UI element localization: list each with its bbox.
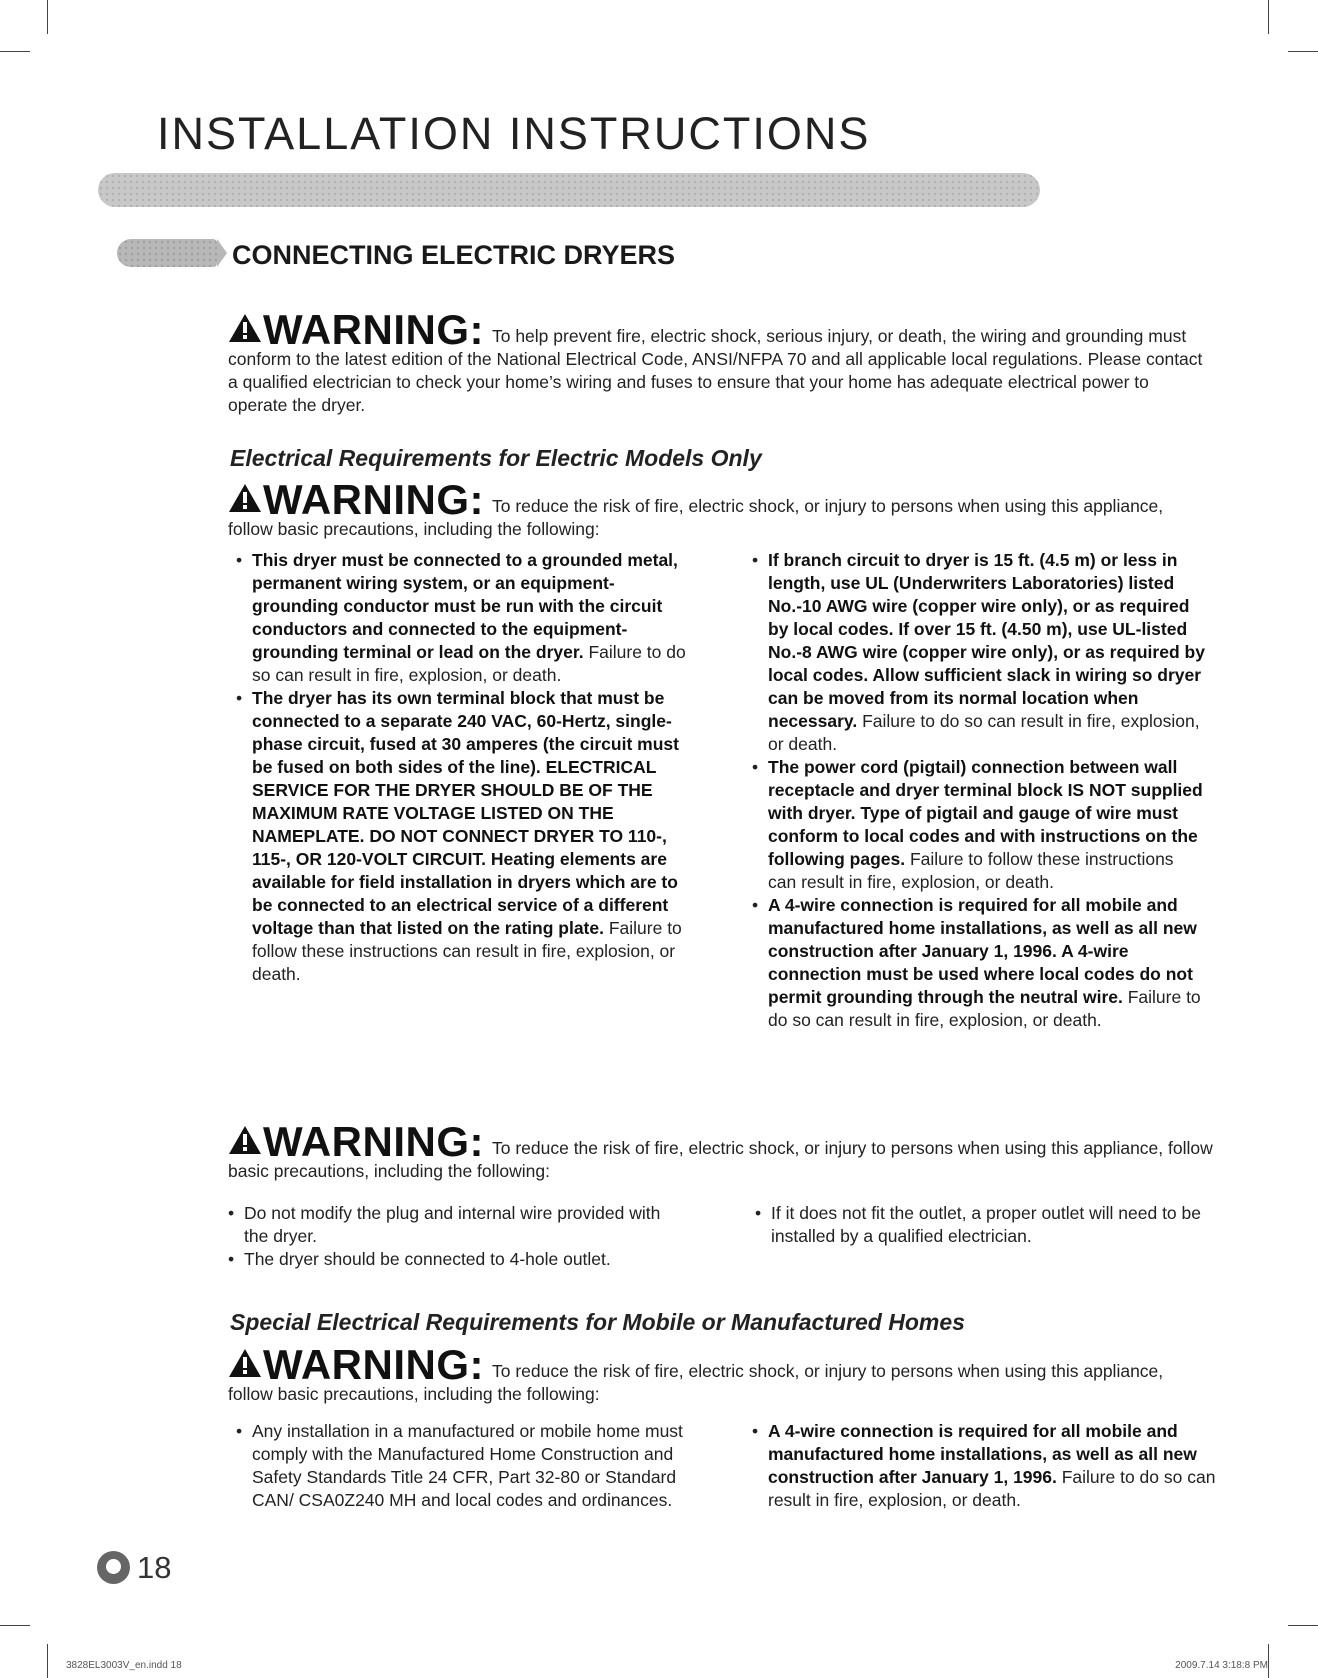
- subheading-special-requirements: Special Electrical Requirements for Mobile or Manufactured Homes: [230, 1309, 965, 1335]
- warning-triangle-icon: [228, 483, 262, 513]
- list-item: • This dryer must be connected to a grounded metal, permanent wiring system, or an equipment-grounding conductor must be run with the circuit conductors and connected to the equipment-grounding terminal or lead on the dryer. Failure to do so can result in fire, explosion, or death.: [230, 549, 690, 687]
- warning-block-3: [228, 1118, 1213, 1183]
- warning-text: To reduce the risk of fire, electric shock, or injury to persons when using this appliance, follow basic precautions, including the following:: [228, 1138, 1213, 1181]
- subheading-electrical-requirements: Electrical Requirements for Electric Models Only: [230, 445, 762, 471]
- warning-text: To reduce the risk of fire, electric shock, or injury to persons when using this appliance, follow basic precautions, including the following:: [228, 1361, 1164, 1404]
- bullet-list-right: [749, 1202, 1209, 1248]
- footer-timestamp: 2009.7.14 3:18:8 PM: [1175, 1660, 1268, 1671]
- warning-label: WARNING:: [263, 1341, 484, 1388]
- bullet-list-right: [746, 549, 1206, 1032]
- warning-block-4: [228, 1341, 1203, 1406]
- warning-label: WARNING:: [263, 306, 484, 353]
- page-number: 18: [137, 1550, 172, 1585]
- list-item: • The power cord (pigtail) connection between wall receptacle and dryer terminal block IS NOT supplied with dryer. Type of pigtail and gauge of wire must conform to local codes and with instructions on the following pages. Failure to follow these instructions can result in fire, explosion, or death.: [746, 756, 1206, 894]
- warning-triangle-icon: [228, 313, 262, 343]
- bullet-list-right: [746, 1420, 1216, 1512]
- crop-mark: [1268, 0, 1269, 34]
- bullet-list-left: [230, 1420, 690, 1512]
- warning-text: To help prevent fire, electric shock, serious injury, or death, the wiring and grounding must conform to the latest edition of the National Electrical Code, ANSI/NFPA 70 and all applicable local regulations. Please contact a qualified electrician to check your home’s wiring and fuses to ensure that your home has adequate electrical power to operate the dryer.: [228, 326, 1203, 415]
- list-item: • Any installation in a manufactured or mobile home must comply with the Manufactured Home Construction and Safety Standards Title 24 CFR, Part 32-80 or Standard CAN/ CSA0Z240 MH and local codes and ordinances.: [230, 1420, 690, 1512]
- list-item: • The dryer has its own terminal block that must be connected to a separate 240 VAC, 60-Hertz, single-phase circuit, fused at 30 amperes (the circuit must be fused on both sides of the line). ELECTRICAL SERVICE FOR THE DRYER SHOULD BE OF THE MAXIMUM RATE VOLTAGE LISTED ON THE NAMEPLATE. DO NOT CONNECT DRYER TO 110-, 115-, OR 120-VOLT CIRCUIT. Heating elements are available for field installation in dryers which are to be connected to an electrical service of a different voltage than that listed on the rating plate. Failure to follow these instructions can result in fire, explosion, or death.: [230, 687, 690, 986]
- warning-text: To reduce the risk of fire, electric shock, or injury to persons when using this appliance, follow basic precautions, including the following:: [228, 496, 1164, 539]
- list-item: • Do not modify the plug and internal wire provided with the dryer.: [222, 1202, 682, 1248]
- warning-block-2: [228, 476, 1203, 541]
- list-item: • The dryer should be connected to 4-hole outlet.: [222, 1248, 682, 1271]
- section-tab-decoration: [117, 239, 217, 267]
- lg-logo-icon: [97, 1551, 130, 1584]
- footer-file-name: 3828EL3003V_en.indd 18: [66, 1660, 182, 1671]
- title-decoration-band: [98, 173, 1040, 207]
- crop-mark: [47, 1644, 48, 1678]
- crop-mark: [1288, 1625, 1318, 1626]
- crop-mark: [1268, 1644, 1269, 1678]
- list-item: • If branch circuit to dryer is 15 ft. (4.5 m) or less in length, use UL (Underwriters Laboratories) listed No.-10 AWG wire (copper wire only), or as required by local codes. If over 15 ft. (4.50 m), use UL-listed No.-8 AWG wire (copper wire only), or as required by local codes. Allow sufficient slack in wiring so dryer can be moved from its normal location when necessary. Failure to do so can result in fire, explosion, or death.: [746, 549, 1206, 756]
- page-title: INSTALLATION INSTRUCTIONS: [157, 108, 871, 159]
- list-item: • If it does not fit the outlet, a proper outlet will need to be installed by a qualified electrician.: [749, 1202, 1209, 1248]
- crop-mark: [0, 1625, 30, 1626]
- warning-block-1: [228, 306, 1203, 417]
- crop-mark: [47, 0, 48, 34]
- crop-mark: [1288, 51, 1318, 52]
- list-item: • A 4-wire connection is required for all mobile and manufactured home installations, as well as all new construction after January 1, 1996. A 4-wire connection must be used where local codes do not permit grounding through the neutral wire. Failure to do so can result in fire, explosion, or death.: [746, 894, 1206, 1032]
- crop-mark: [0, 51, 30, 52]
- warning-label: WARNING:: [263, 476, 484, 523]
- bullet-list-left: [222, 1202, 682, 1271]
- list-item: • A 4-wire connection is required for all mobile and manufactured home installations, as well as all new construction after January 1, 1996. Failure to do so can result in fire, explosion, or death.: [746, 1420, 1216, 1512]
- warning-triangle-icon: [228, 1348, 262, 1378]
- warning-label: WARNING:: [263, 1118, 484, 1165]
- bullet-list-left: [230, 549, 690, 986]
- section-heading: CONNECTING ELECTRIC DRYERS: [232, 240, 676, 270]
- warning-triangle-icon: [228, 1125, 262, 1155]
